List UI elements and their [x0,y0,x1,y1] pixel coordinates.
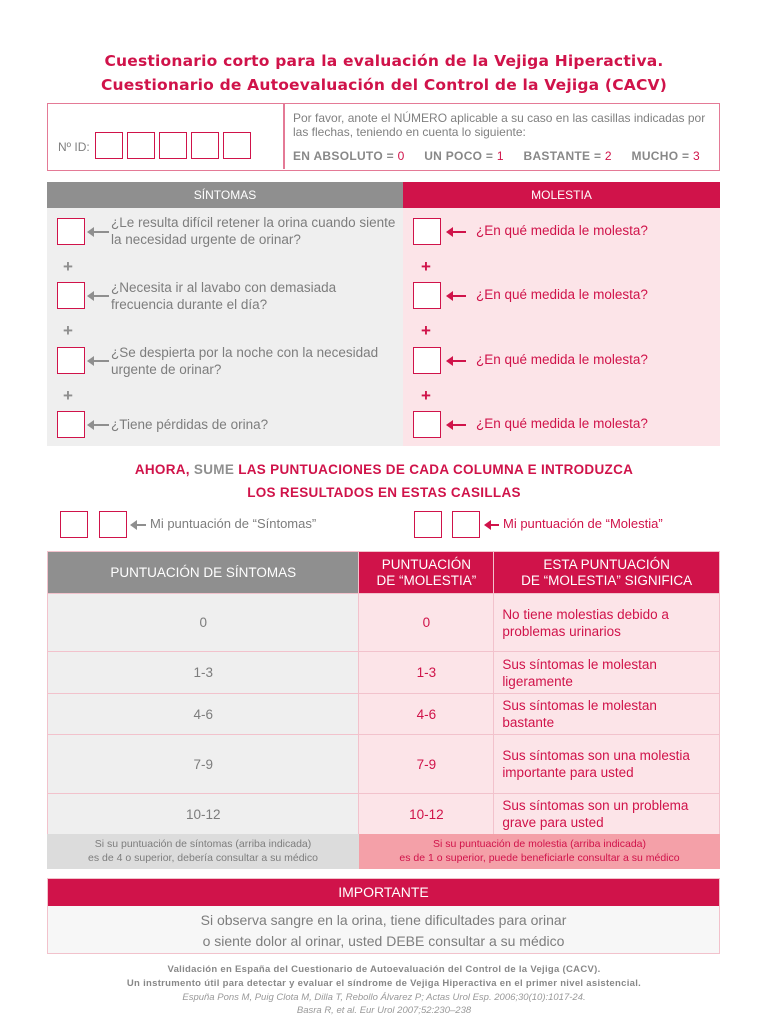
table-row: 0 0 No tiene molestias debido a problemas urinarios [48,594,720,652]
plus-sign: + [421,386,431,405]
sum-instruction-line-1: AHORA, SUME LAS PUNTUACIONES DE CADA COLUMNA E INTRODUZCA [134,462,634,477]
bother-question-2: ¿En qué medida le molesta? [476,287,648,302]
table-row: 1-3 1-3 Sus síntomas le molestan ligeramente [48,652,720,694]
arrow-icon [93,295,109,297]
symptoms-header: SÍNTOMAS [47,182,403,208]
table-row: 7-9 7-9 Sus síntomas son una molestia importante para usted [48,735,720,794]
arrow-icon [136,524,146,526]
symptom-answer-box-1[interactable] [57,218,85,245]
footer-reference-1: Espuña Pons M, Puig Clota M, Dilla T, Rebollo Álvarez P; Actas Urol Esp. 2006;30(10):1017-24. [182,992,586,1003]
score-header-bother: PUNTUACIÓN DE “MOLESTIA” [359,552,494,594]
scale-3: MUCHO = 3 [631,149,700,163]
scale-2: BASTANTE = 2 [523,149,612,163]
table-row: 10-12 10-12 Sus síntomas son un problema grave para usted [48,794,720,835]
table-row: 4-6 4-6 Sus síntomas le molestan bastante [48,694,720,735]
title-line-1: Cuestionario corto para la evaluación de la Vejiga Hiperactiva. [104,52,664,70]
plus-sign: + [63,386,73,405]
bother-question-1: ¿En qué medida le molesta? [476,223,648,238]
bother-total-label: Mi puntuación de “Molestia” [503,516,663,531]
footer-line-2: Un instrumento útil para detectar y evaluar el síndrome de Vejiga Hiperactiva en el primer nivel asistencial. [126,978,642,989]
scale-1: UN POCO = 1 [424,149,504,163]
symptoms-total-box-2[interactable] [99,511,127,538]
bother-answer-box-4[interactable] [413,411,441,438]
bother-header: MOLESTIA [403,182,720,208]
question-2: ¿Necesita ir al lavabo con demasiada frecuencia durante el día? [111,280,337,312]
footer-reference-2: Basra R, et al. Eur Urol 2007;52:230–238 [296,1005,472,1016]
arrow-icon [93,231,109,233]
plus-sign: + [421,321,431,340]
arrow-icon [93,360,109,362]
id-instructions-box [47,103,720,171]
bother-question-4: ¿En qué medida le molesta? [476,416,648,431]
arrow-icon [452,295,466,297]
instructions-text: Por favor, anote el NÚMERO aplicable a su caso en las casillas indicadas por las flechas, teniendo en cuenta lo siguiente: [293,111,706,139]
symptom-answer-box-4[interactable] [57,411,85,438]
arrow-icon [452,231,466,233]
important-box [47,878,720,954]
id-digit-box-2[interactable] [127,132,155,159]
id-digit-box-4[interactable] [191,132,219,159]
symptoms-total-label: Mi puntuación de “Síntomas” [150,516,317,531]
bother-answer-box-1[interactable] [413,218,441,245]
id-separator [283,104,285,169]
arrow-icon [93,424,109,426]
bother-advice-note: Si su puntuación de molestia (arriba indicada) es de 1 o superior, puede beneficiarle consultar a su médico [359,834,720,869]
plus-sign: + [63,257,73,276]
id-label: Nº ID: [58,140,90,154]
score-table-header [48,552,720,594]
plus-sign: + [421,257,431,276]
symptom-answer-box-2[interactable] [57,282,85,309]
bother-answer-box-3[interactable] [413,347,441,374]
symptoms-advice-note: Si su puntuación de síntomas (arriba indicada) es de 4 o superior, debería consultar a su médico [47,834,359,869]
sum-instruction-line-2: LOS RESULTADOS EN ESTAS CASILLAS [247,485,521,500]
score-header-meaning: ESTA PUNTUACIÓN DE “MOLESTIA” SIGNIFICA [494,552,720,594]
plus-sign: + [63,321,73,340]
bother-total-box-1[interactable] [414,511,442,538]
question-3: ¿Se despierta por la noche con la necesidad urgente de orinar? [111,345,379,377]
bother-total-box-2[interactable] [452,511,480,538]
scale-0: EN ABSOLUTO = 0 [293,149,405,163]
id-digit-box-1[interactable] [95,132,123,159]
title-line-2: Cuestionario de Autoevaluación del Control de la Vejiga (CACV) [100,76,668,94]
score-header-symptoms: PUNTUACIÓN DE SÍNTOMAS [48,552,359,594]
answer-scale [293,149,716,163]
bother-column [403,208,720,446]
arrow-icon [452,424,466,426]
question-1: ¿Le resulta difícil retener la orina cuando siente la necesidad urgente de orinar? [111,215,396,247]
bother-question-3: ¿En qué medida le molesta? [476,352,648,367]
symptom-answer-box-3[interactable] [57,347,85,374]
id-digit-box-5[interactable] [223,132,251,159]
arrow-icon [452,360,466,362]
score-table [47,551,720,835]
important-text: Si observa sangre en la orina, tiene dificultades para orinar o siente dolor al orinar, usted DEBE consultar a su médico [200,912,567,949]
arrow-icon [490,524,499,526]
id-digit-box-3[interactable] [159,132,187,159]
footer-line-1: Validación en España del Cuestionario de Autoevaluación del Control de la Vejiga (CACV). [167,964,601,975]
question-4: ¿Tiene pérdidas de orina? [111,417,269,432]
bother-answer-box-2[interactable] [413,282,441,309]
symptoms-total-box-1[interactable] [60,511,88,538]
important-title: IMPORTANTE [48,879,719,906]
